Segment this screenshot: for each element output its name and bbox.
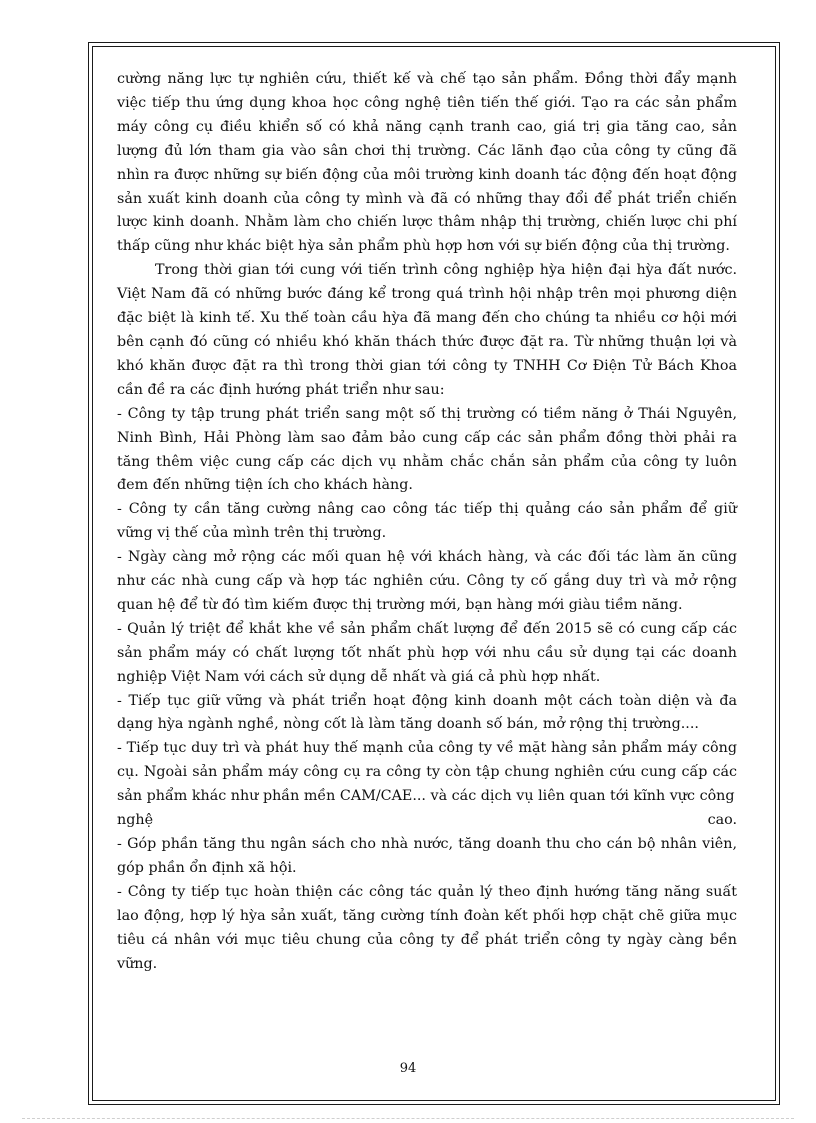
page-number: 94 (399, 1061, 417, 1076)
continuation-right-word: cao. (707, 812, 737, 829)
list-item: - Góp phần tăng thu ngân sách cho nhà nước, tăng doanh thu cho cán bộ nhân viên, góp phần ổn định xã hội. (117, 836, 737, 876)
list-item: - Công ty tiếp tục hoàn thiện các công tác quản lý theo định hướng tăng năng suất lao động, hợp lý hỳa sản xuất, tăng cường tính đoàn kết phối hợp chặt chẽ giữa mục tiêu cá nhân với mục tiêu chung của công ty để phát triển công ty ngày càng bền vững. (117, 883, 737, 972)
list-item: - Ngày càng mở rộng các mối quan hệ với khách hàng, và các đối tác làm ăn cũng như các nhà cung cấp và hợp tác nghiên cứu. Công ty cố gắng duy trì và mở rộng quan hệ để từ đó tìm kiếm được thị trường mới, bạn hàng mới giàu tiềm năng. (117, 549, 737, 613)
list-item: - Tiếp tục duy trì và phát huy thế mạnh của công ty về mặt hàng sản phẩm máy công cụ. Ngoài sản phẩm máy công cụ ra công ty còn tập chung nghiên cứu cung cấp các sản phẩm khác như phần mền CAM/CAE... và các dịch vụ liên quan tới kĩnh vực công (117, 740, 737, 805)
paragraph-context: Trong thời gian tới cung với tiến trình công nghiệp hỳa hiện đại hỳa đất nước. Việt Nam đã có những bước đáng kể trong quá trình hội nhập trên mọi phương diện đặc biệt là kinh tế. Xu thế toàn cầu hỳa đã mang đến cho chúng ta nhiều cơ hội mới bên cạnh đó cũng có nhiều khó khăn thách thức được đặt ra. Từ những thuận lợi và khó khăn được đặt ra thì trong thời gian tới công ty TNHH Cơ Điện Tử Bách Khoa cần đề ra các định hướng phát triển như sau: (117, 262, 737, 398)
list-item: - Công ty tập trung phát triển sang một số thị trường có tiềm năng ở Thái Nguyên, Ninh Bình, Hải Phòng làm sao đảm bảo cung cấp các sản phẩm đồng thời phải ra tăng thêm việc cung cấp các dịch vụ nhằm chắc chắn sản phẩm của công ty luôn đem đến những tiện ích cho khách hàng. (117, 405, 737, 494)
footer-divider (22, 1118, 794, 1119)
document-body (117, 68, 737, 976)
list-item-continuation (117, 809, 737, 833)
paragraph-intro: cường năng lực tự nghiên cứu, thiết kế và chế tạo sản phẩm. Đồng thời đẩy mạnh việc tiếp thu ứng dụng khoa học công nghệ tiên tiến thế giới. Tạo ra các sản phẩm máy công cụ điều khiển số có khả năng cạnh tranh cao, giá trị gia tăng cao, sản lượng đủ lớn tham gia vào sân chơi thị trường. Các lãnh đạo của công ty cũng đã nhìn ra được những sự biến động của môi trường kinh doanh tác động đến hoạt động sản xuất kinh doanh của công ty mình và đã có những thay đổi để phát triển chiến lược kinh doanh. Nhằm làm cho chiến lược thâm nhập thị trường, chiến lược chi phí thấp cũng như khác biệt hỳa sản phẩm phù hợp hơn với sự biến động của thị trường. (117, 71, 737, 255)
list-item: - Tiếp tục giữ vững và phát triển hoạt động kinh doanh một cách toàn diện và đa dạng hỳa ngành nghề, nòng cốt là làm tăng doanh số bán, mở rộng thị trường.... (117, 692, 737, 733)
continuation-left-word: nghệ (117, 812, 154, 829)
list-item: - Công ty cần tăng cường nâng cao công tác tiếp thị quảng cáo sản phẩm để giữ vững vị thế của mình trên thị trường. (117, 501, 737, 542)
list-item: - Quản lý triệt để khắt khe về sản phẩm chất lượng để đến 2015 sẽ có cung cấp các sản phẩm máy có chất lượng tốt nhất phù hợp với nhu cầu sử dụng tại các doanh nghiệp Việt Nam với cách sử dụng dễ nhất và giá cả phù hợp nhất. (117, 620, 737, 685)
